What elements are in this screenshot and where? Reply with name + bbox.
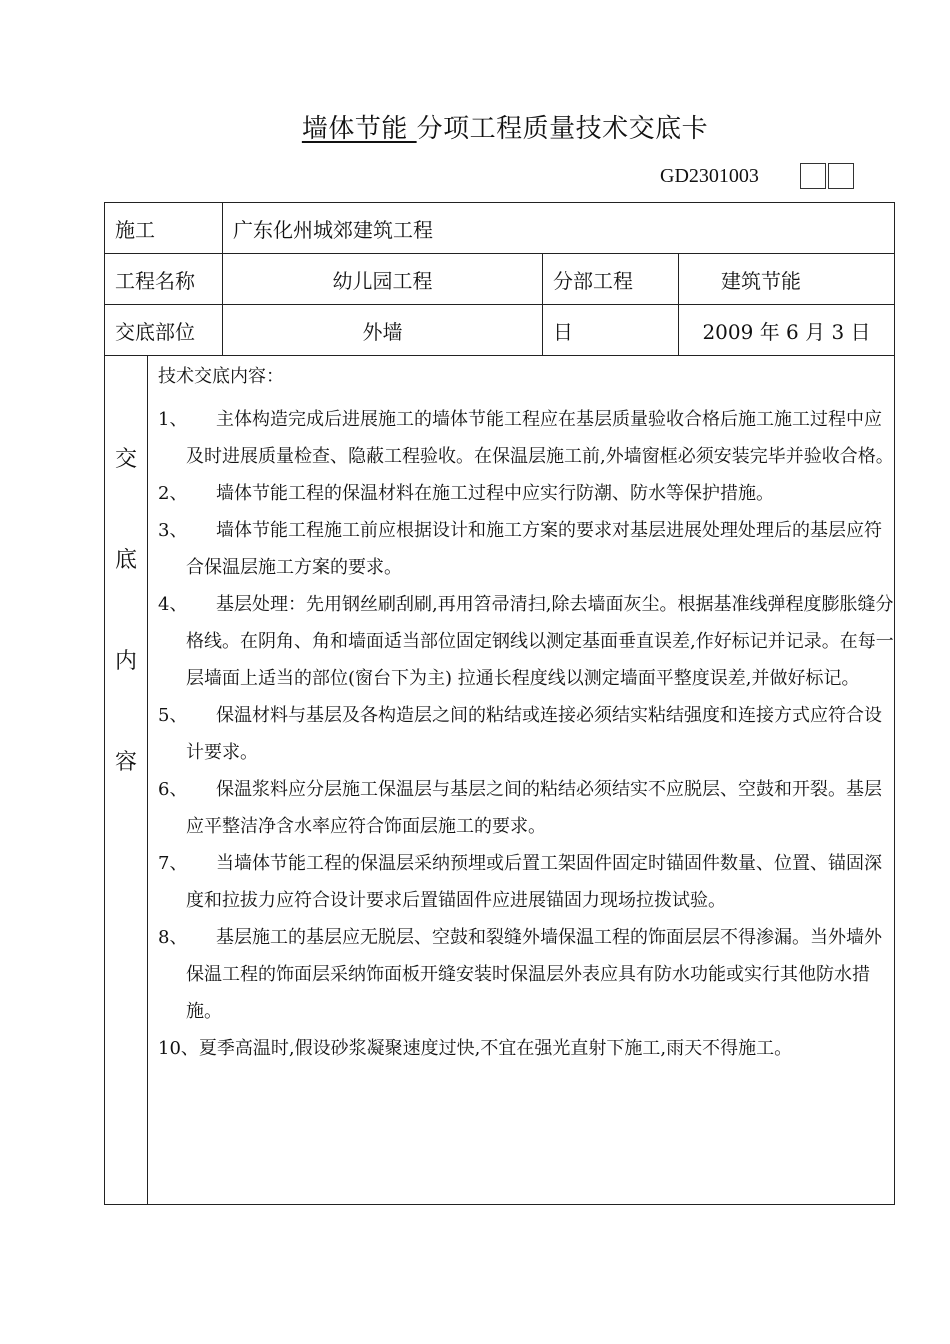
side-char-1: 交 [114, 447, 137, 472]
label-construction: 施工 [105, 203, 223, 254]
item-text: 墙体节能工程施工前应根据设计和施工方案的要求对基层进展处理处理后的基层应符合保温层施工方案的要求。 [186, 520, 882, 578]
list-item [158, 697, 894, 771]
disclosure-table [104, 202, 895, 1205]
value-location: 外墙 [223, 305, 543, 356]
document-code: GD2301003 [660, 165, 759, 187]
side-label [105, 356, 148, 1205]
value-project-name: 幼儿园工程 [223, 254, 543, 305]
item-number: 8、 [158, 927, 188, 948]
row-content [105, 356, 895, 1205]
side-char-2: 底 [114, 548, 137, 573]
item-number: 1、 [158, 409, 188, 430]
list-item [158, 401, 894, 475]
item-number: 3、 [158, 520, 188, 541]
list-item [158, 845, 894, 919]
item-number: 6、 [158, 779, 188, 800]
list-item-10: 10、夏季高温时,假设砂浆凝聚速度过快,不宜在强光直射下施工,雨天不得施工。 [158, 1038, 793, 1059]
item-text: 主体构造完成后进展施工的墙体节能工程应在基层质量验收合格后施工施工过程中应及时进展质量检查、隐蔽工程验收。在保温层施工前,外墙窗框必须安装完毕并验收合格。 [186, 409, 894, 467]
label-sub-project: 分部工程 [543, 254, 679, 305]
row-location [105, 305, 895, 356]
label-project-name: 工程名称 [105, 254, 223, 305]
value-construction: 广东化州城郊建筑工程 [223, 203, 895, 254]
item-number: 7、 [158, 853, 188, 874]
row-project-name [105, 254, 895, 305]
item-text: 基层处理：先用钢丝刷刮刷,再用笤帚清扫,除去墙面灰尘。根据基准线弹程度膨胀缝分格线。在阴角、角和墙面适当部位固定钢线以测定基面垂直误差,作好标记并记录。在每一层墙面上适当的部位(窗台下为主) 拉通长程度线以测定墙面平整度误差,并做好标记。 [186, 594, 894, 689]
content-heading: 技术交底内容： [158, 366, 284, 387]
item-number: 2、 [158, 483, 188, 504]
list-item [158, 919, 894, 1030]
item-text: 当墙体节能工程的保温层采纳预埋或后置工架固件固定时锚固件数量、位置、锚固深度和拉拔力应符合设计要求后置锚固件应进展锚固力现场拉拨试验。 [186, 853, 882, 911]
item-number: 5、 [158, 705, 188, 726]
item-text: 保温浆料应分层施工保温层与基层之间的粘结必须结实不应脱层、空鼓和开裂。基层应平整洁净含水率应符合饰面层施工的要求。 [186, 779, 882, 837]
item-text: 基层施工的基层应无脱层、空鼓和裂缝外墙保温工程的饰面层层不得渗漏。当外墙外保温工程的饰面层采纳饰面板开缝安装时保温层外表应具有防水功能或实行其他防水措施。 [186, 927, 882, 1022]
row-construction [105, 203, 895, 254]
label-date: 日 [543, 305, 679, 356]
list-item [158, 771, 894, 845]
document-title [0, 108, 950, 145]
page-box-2 [828, 163, 854, 189]
item-text: 保温材料与基层及各构造层之间的粘结或连接必须结实粘结强度和连接方式应符合设计要求。 [186, 705, 882, 763]
list-item [158, 586, 894, 697]
item-text: 墙体节能工程的保温材料在施工过程中应实行防潮、防水等保护措施。 [216, 483, 774, 504]
value-sub-project: 建筑节能 [679, 254, 895, 305]
list-item [158, 512, 894, 586]
content-cell [148, 356, 895, 1205]
title-text: 分项工程质量技术交底卡 [416, 114, 709, 144]
value-date: 2009 年 6 月 3 日 [679, 305, 895, 356]
list-item [158, 475, 894, 512]
item-number: 4、 [158, 594, 188, 615]
title-subject: 墙体节能 [301, 114, 417, 144]
side-char-3: 内 [114, 649, 137, 674]
side-char-4: 容 [114, 750, 137, 775]
label-location: 交底部位 [105, 305, 223, 356]
page-box-1 [800, 163, 826, 189]
